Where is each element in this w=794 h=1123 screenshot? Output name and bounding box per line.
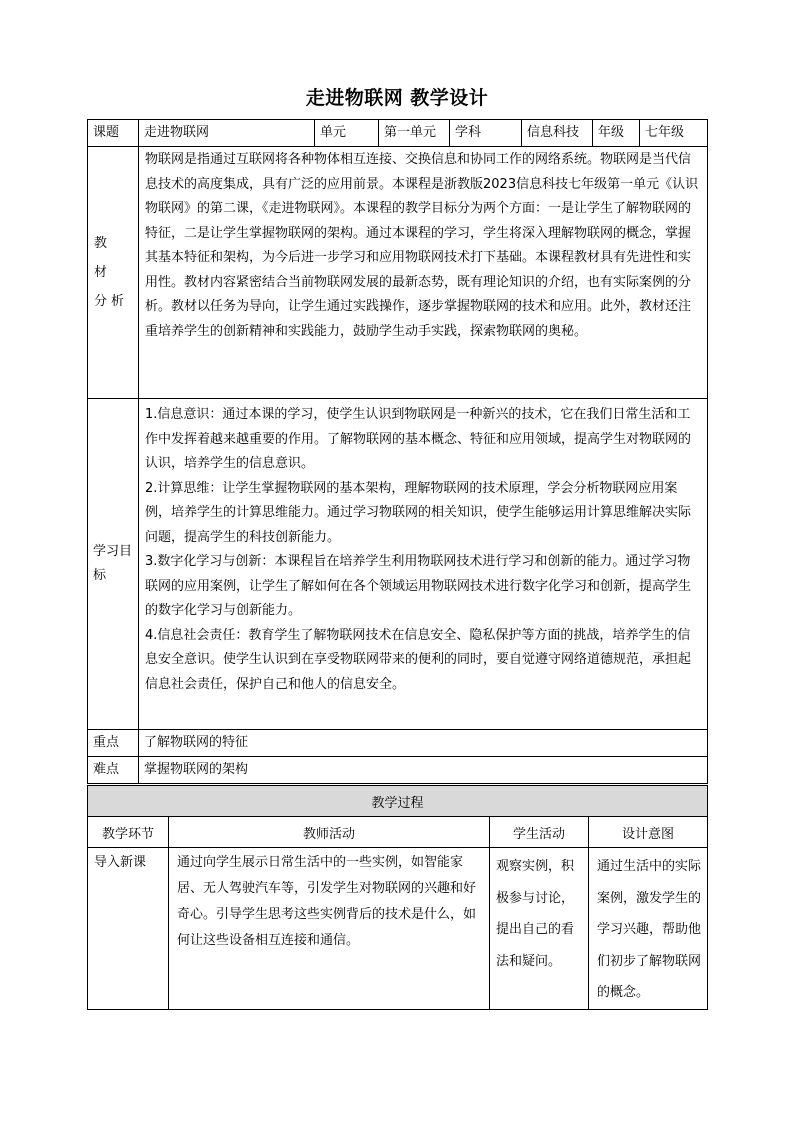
subject-label: 学科 xyxy=(450,120,522,147)
key-point-value: 了解物联网的特征 xyxy=(139,730,708,757)
info-table xyxy=(87,119,708,784)
topic-label: 课题 xyxy=(88,120,139,147)
grade-value: 七年级 xyxy=(640,120,708,147)
row-intent: 通过生活中的实际案例，激发学生的学习兴趣，帮助他们初步了解物联网的概念。 xyxy=(589,848,708,1010)
topic-value: 走进物联网 xyxy=(139,120,315,147)
objective-item: 4.信息社会责任：教育学生了解物联网技术在信息安全、隐私保护等方面的挑战，培养学生的信息安全意识。使学生认识到在享受物联网带来的便利的同时，要自觉遵守网络道德规范，承担起信息社会责任，保护自己和他人的信息安全。 xyxy=(145,627,692,692)
header-stage: 教学环节 xyxy=(88,817,169,848)
objective-item: 2.计算思维：让学生掌握物联网的基本架构，理解物联网的技术原理，学会分析物联网应用案例，培养学生的计算思维能力。通过学习物联网的相关知识，使学生能够运用计算思维解决实际问题，提高学生的科技创新能力。 xyxy=(145,480,692,545)
objectives-cell xyxy=(139,399,708,730)
page-title: 走进物联网 教学设计 xyxy=(305,87,489,109)
process-section-title: 教学过程 xyxy=(88,786,708,817)
objective-item: 3.数字化学习与创新：本课程旨在培养学生利用物联网技术进行学习和创新的能力。通过学习物联网的应用案例，让学生了解如何在各个领域运用物联网技术进行数字化学习和创新，提高学生的数字化学习与创新能力。 xyxy=(145,554,692,618)
row-student: 观察实例，积极参与讨论，提出自己的看法和疑问。 xyxy=(490,848,589,1010)
unit-label: 单元 xyxy=(315,120,379,147)
difficulty-value: 掌握物联网的架构 xyxy=(139,757,708,784)
objectives-label: 学习目标 xyxy=(88,399,139,730)
analysis-cell xyxy=(139,147,708,399)
header-intent: 设计意图 xyxy=(589,817,708,848)
objective-item: 1.信息意识：通过本课的学习，使学生认识到物联网是一种新兴的技术，它在我们日常生活和工作中发挥着越来越重要的作用。了解物联网的基本概念、特征和应用领域，提高学生对物联网的认识，培养学生的信息意识。 xyxy=(145,407,692,471)
process-table xyxy=(87,785,708,1010)
unit-value: 第一单元 xyxy=(379,120,450,147)
key-point-label: 重点 xyxy=(88,730,139,757)
subject-value: 信息科技 xyxy=(522,120,593,147)
grade-label: 年级 xyxy=(593,120,640,147)
difficulty-label: 难点 xyxy=(88,757,139,784)
analysis-text: 物联网是指通过互联网将各种物体相互连接、交换信息和协同工作的网络系统。物联网是当代信息技术的高度集成，具有广泛的应用前景。本课程是浙教版2023信息科技七年级第一单元《认识物联网》的第二课，《走进物联网》。本课程的教学目标分为两个方面：一是让学生了解物联网的特征，二是让学生掌握物联网的架构。通过本课程的学习，学生将深入理解物联网的概念，掌握其基本特征和架构，为今后进一步学习和应用物联网技术打下基础。本课程教材具有先进性和实用性。教材内容紧密结合当前物联网发展的最新态势，既有理论知识的介绍，也有实际案例的分析。教材以任务为导向，让学生通过实践操作，逐步掌握物联网的技术和应用。此外，教材还注重培养学生的创新精神和实践能力，鼓励学生动手实践，探索物联网的奥秘。 xyxy=(145,152,699,339)
header-teacher: 教师活动 xyxy=(169,817,490,848)
header-student: 学生活动 xyxy=(490,817,589,848)
row-teacher: 通过向学生展示日常生活中的一些实例，如智能家居、无人驾驶汽车等，引发学生对物联网的兴趣和好奇心。引导学生思考这些实例背后的技术是什么，如何让这些设备相互连接和通信。 xyxy=(169,848,490,1010)
row-stage: 导入新课 xyxy=(88,848,169,1010)
table-row xyxy=(88,848,708,1010)
analysis-label: 教 材 分析 xyxy=(88,147,139,399)
